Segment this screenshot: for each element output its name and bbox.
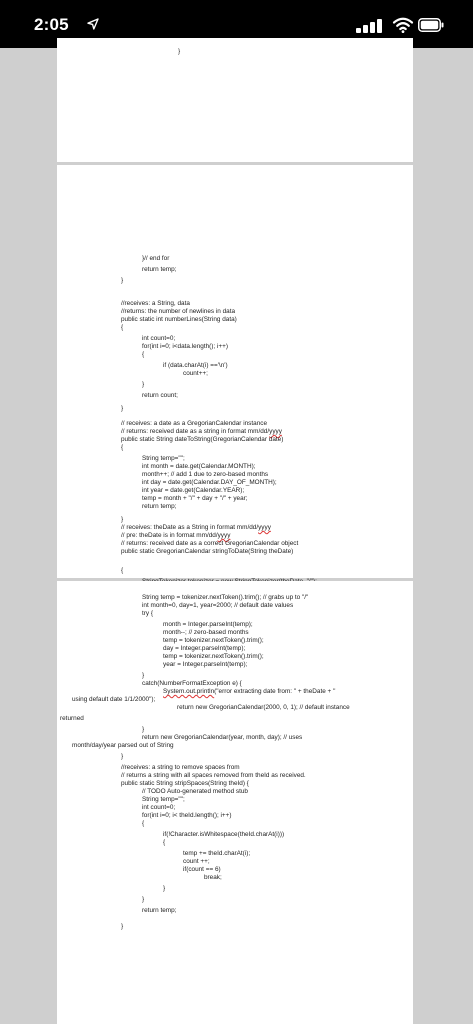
code-line: month--; // zero-based months	[163, 629, 249, 636]
code-line: temp = month + "/" + day + "/" + year;	[142, 495, 248, 502]
code-line: return new GregorianCalendar(2000, 0, 1); // default instance	[177, 704, 350, 711]
page-3-code	[57, 581, 413, 1024]
code-line: public static String dateToString(GregorianCalendar date)	[121, 436, 284, 443]
code-line: //receives: a string to remove spaces from	[121, 764, 240, 771]
wifi-icon	[393, 17, 413, 33]
code-line: //receives: a String, data	[121, 300, 190, 307]
code-line: for(int i=0; i< theId.length(); i++)	[142, 812, 232, 819]
code-line: }	[121, 277, 124, 284]
battery-icon	[418, 18, 444, 32]
code-line: try {	[142, 610, 154, 617]
code-line: }	[178, 48, 181, 55]
location-arrow-icon	[87, 18, 99, 30]
code-line: {	[163, 839, 166, 846]
code-line: System.out.println("error extracting date from: " + theDate + "	[163, 688, 336, 695]
code-line: temp = tokenizer.nextToken().trim();	[163, 637, 264, 644]
code-line: {	[142, 351, 145, 358]
code-line: return count;	[142, 392, 178, 399]
code-line: }	[142, 726, 145, 733]
document-page-1	[57, 38, 413, 162]
code-line: int count=0;	[142, 804, 176, 811]
code-line: public static String stripSpaces(String theId) {	[121, 780, 249, 787]
code-line: temp = tokenizer.nextToken().trim();	[163, 653, 264, 660]
code-line: // returns a string with all spaces removed from theId as received.	[121, 772, 306, 779]
code-line: String temp="";	[142, 455, 185, 462]
code-line: // returns: received date as a string in format mm/dd/yyyy	[121, 428, 282, 435]
code-line: String temp = tokenizer.nextToken().trim(); // grabs up to "/"	[142, 594, 309, 601]
code-line: return temp;	[142, 266, 177, 273]
code-line: return temp;	[142, 907, 177, 914]
code-line: {	[121, 444, 124, 451]
code-line: day = Integer.parseInt(temp);	[163, 645, 246, 652]
code-line: for(int i=0; i<data.length(); i++)	[142, 343, 228, 350]
code-line: returned	[60, 715, 84, 722]
code-line: }	[121, 405, 124, 412]
document-viewer[interactable]	[0, 48, 473, 1024]
code-line: }	[142, 672, 145, 679]
code-line: int month = date.get(Calendar.MONTH);	[142, 463, 256, 470]
code-line: {	[121, 324, 124, 331]
code-line: if(!Character.isWhitespace(theId.charAt(i)))	[163, 831, 285, 838]
document-page-3	[57, 581, 413, 1024]
code-line: }// end for	[142, 255, 170, 262]
code-line: }	[121, 923, 124, 930]
code-line: {	[142, 820, 145, 827]
document-page-2	[57, 165, 413, 578]
code-line: return new GregorianCalendar(year, month, day); // uses	[142, 734, 303, 741]
code-line: }	[142, 381, 145, 388]
code-line: int count=0;	[142, 335, 176, 342]
code-line: break;	[204, 874, 222, 881]
code-line: }	[163, 885, 166, 892]
code-line: // receives: a date as a GregorianCalendar instance	[121, 420, 268, 427]
code-line: int month=0, day=1, year=2000; // default date values	[142, 602, 294, 609]
code-line: public static int numberLines(String data)	[121, 316, 237, 323]
code-line: month = Integer.parseInt(temp);	[163, 621, 253, 628]
page-1-code	[57, 38, 413, 162]
code-line: int year = date.get(Calendar.YEAR);	[142, 487, 245, 494]
code-line: count++;	[183, 370, 208, 377]
code-line: using default date 1/1/2000");	[72, 696, 156, 703]
cellular-signal-icon	[356, 19, 386, 33]
code-line: }	[121, 753, 124, 760]
code-line: public static GregorianCalendar stringToDate(String theDate)	[121, 548, 294, 555]
code-line: int day = date.get(Calendar.DAY_OF_MONTH);	[142, 479, 277, 486]
code-line: month++; // add 1 due to zero-based months	[142, 471, 269, 478]
code-line: if(count == 6)	[183, 866, 221, 873]
code-line: // pre: theDate is in format mm/dd/yyyy	[121, 532, 231, 539]
code-line: catch(NumberFormatException e) {	[142, 680, 242, 687]
code-line: {	[121, 567, 124, 574]
code-line: temp += theId.charAt(i);	[183, 850, 251, 857]
code-line: // TODO Auto-generated method stub	[142, 788, 248, 795]
code-line: }	[121, 516, 124, 523]
code-line: String temp="";	[142, 796, 185, 803]
code-line: return temp;	[142, 503, 177, 510]
code-line: count ++;	[183, 858, 210, 865]
page-2-code	[57, 165, 413, 578]
code-line: // returns: received date as a correct GregorianCalendar object	[121, 540, 299, 547]
code-line: if (data.charAt(i) =='\n')	[163, 362, 228, 369]
code-line: month/day/year parsed out of String	[72, 742, 174, 749]
code-line: year = Integer.parseInt(temp);	[163, 661, 248, 668]
code-line: //returns: the number of newlines in data	[121, 308, 236, 315]
status-time: 2:05	[34, 15, 69, 34]
code-line: }	[142, 896, 145, 903]
code-line: // receives: theDate as a String in format mm/dd/yyyy	[121, 524, 271, 531]
